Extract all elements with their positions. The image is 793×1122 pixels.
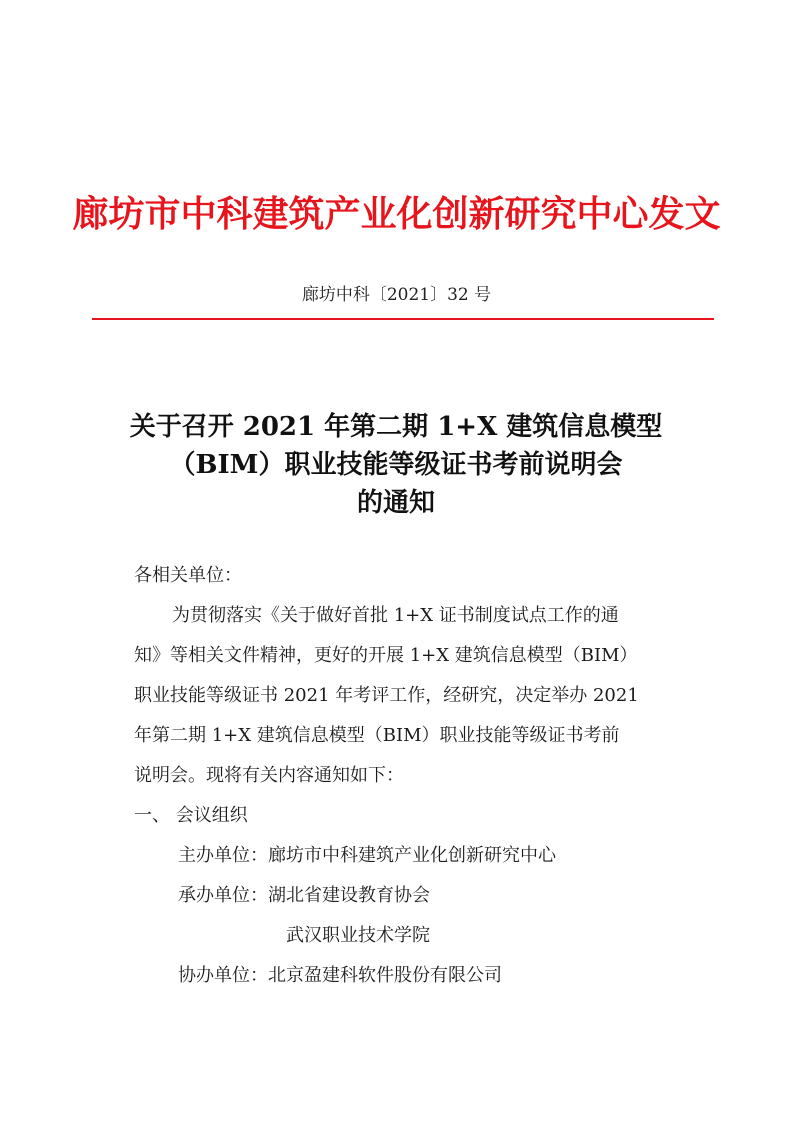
notice-title	[96, 408, 696, 522]
notice-title-line-1: 关于召开 2021 年第二期 1+X 建筑信息模型	[129, 412, 663, 442]
notice-body	[134, 556, 694, 996]
issuer-header-title: 廊坊市中科建筑产业化创新研究中心发文	[72, 194, 721, 235]
organizer-undertaker-secondary: 武汉职业技术学院	[286, 925, 430, 946]
notice-title-line-3: 的通知	[356, 488, 435, 518]
salutation: 各相关单位：	[134, 565, 242, 586]
paragraph-line: 职业技能等级证书 2021 年考评工作，经研究，决定举办 2021	[134, 685, 639, 706]
paragraph-line: 为贯彻落实《关于做好首批 1+X 证书制度试点工作的通	[172, 605, 619, 626]
notice-title-line-2: （BIM）职业技能等级证书考前说明会	[169, 450, 623, 480]
document-number: 廊坊中科〔2021〕32 号	[301, 285, 492, 305]
paragraph-line: 说明会。现将有关内容通知如下：	[134, 765, 404, 786]
section-heading-organization: 一、 会议组织	[134, 805, 248, 826]
paragraph-line: 年第二期 1+X 建筑信息模型（BIM）职业技能等级证书考前	[134, 725, 620, 746]
organizer-co-organizer: 协办单位：北京盈建科软件股份有限公司	[178, 965, 502, 986]
paragraph-line: 知》等相关文件精神，更好的开展 1+X 建筑信息模型（BIM）	[134, 645, 638, 666]
organizer-host: 主办单位：廊坊市中科建筑产业化创新研究中心	[178, 845, 556, 866]
organizer-undertaker: 承办单位：湖北省建设教育协会	[178, 885, 430, 906]
header-red-divider	[92, 318, 714, 320]
